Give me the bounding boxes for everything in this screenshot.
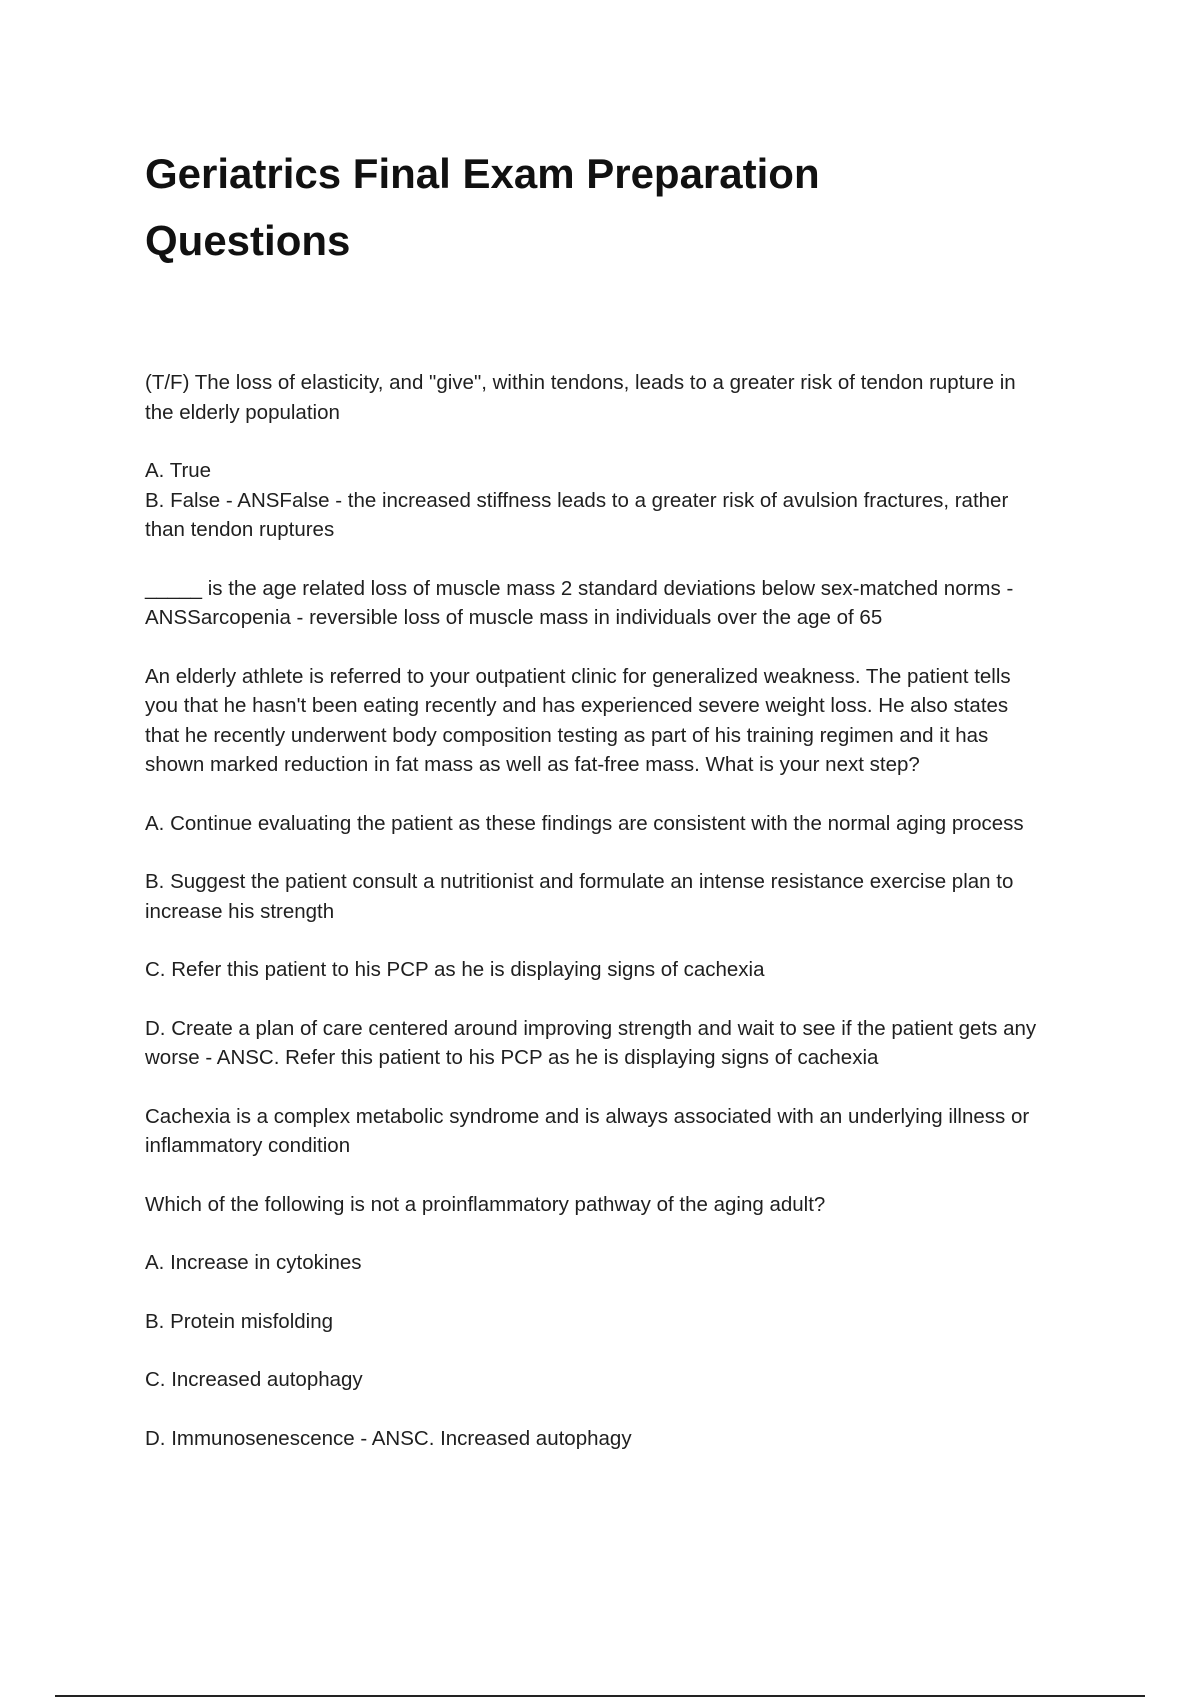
question-4-option-b: B. Protein misfolding xyxy=(145,1309,334,1333)
question-3-explanation: Cachexia is a complex metabolic syndrome and is always associated with an underlying illness or inflammatory condition xyxy=(145,1104,1030,1157)
question-3-stem: An elderly athlete is referred to your outpatient clinic for generalized weakness. The patient tells you that he hasn't been eating recently and has experienced severe weight loss. He also states that he recently underwent body composition testing as part of his training regimen and it has shown marked reduction in fat mass as well as fat-free mass. What is your next step? xyxy=(145,664,1011,776)
question-3-option-b: B. Suggest the patient consult a nutritionist and formulate an intense resistance exercise plan to increase his strength xyxy=(145,870,1014,923)
question-2-stem-answer: _____ is the age related loss of muscle mass 2 standard deviations below sex-matched norms - ANSSarcopenia - reversible loss of muscle mass in individuals over the age of 65 xyxy=(145,576,1014,629)
question-4-stem: Which of the following is not a proinflammatory pathway of the aging adult? xyxy=(145,1192,826,1216)
question-3-option-d-answer: D. Create a plan of care centered around improving strength and wait to see if the patient gets any worse - ANSC. Refer this patient to his PCP as he is displaying signs of cachexia xyxy=(145,1016,1037,1069)
footer-divider xyxy=(55,1695,1145,1697)
question-4-option-d-answer: D. Immunosenescence - ANSC. Increased autophagy xyxy=(145,1426,632,1450)
question-1-option-b-answer: B. False - ANSFalse - the increased stiffness leads to a greater risk of avulsion fractures, rather than tendon ruptures xyxy=(145,488,1009,541)
question-3-option-c: C. Refer this patient to his PCP as he is displaying signs of cachexia xyxy=(145,958,765,981)
page-title: Geriatrics Final Exam Preparation Questions xyxy=(145,150,820,264)
question-3-option-a: A. Continue evaluating the patient as these findings are consistent with the normal aging process xyxy=(145,811,1024,835)
question-4-option-a: A. Increase in cytokines xyxy=(145,1251,362,1274)
question-4-option-c: C. Increased autophagy xyxy=(145,1368,363,1391)
question-1-stem: (T/F) The loss of elasticity, and "give", within tendons, leads to a greater risk of tendon rupture in the elderly population xyxy=(145,371,1016,424)
question-1-option-a: A. True xyxy=(145,459,212,482)
document-body xyxy=(145,368,1045,1453)
